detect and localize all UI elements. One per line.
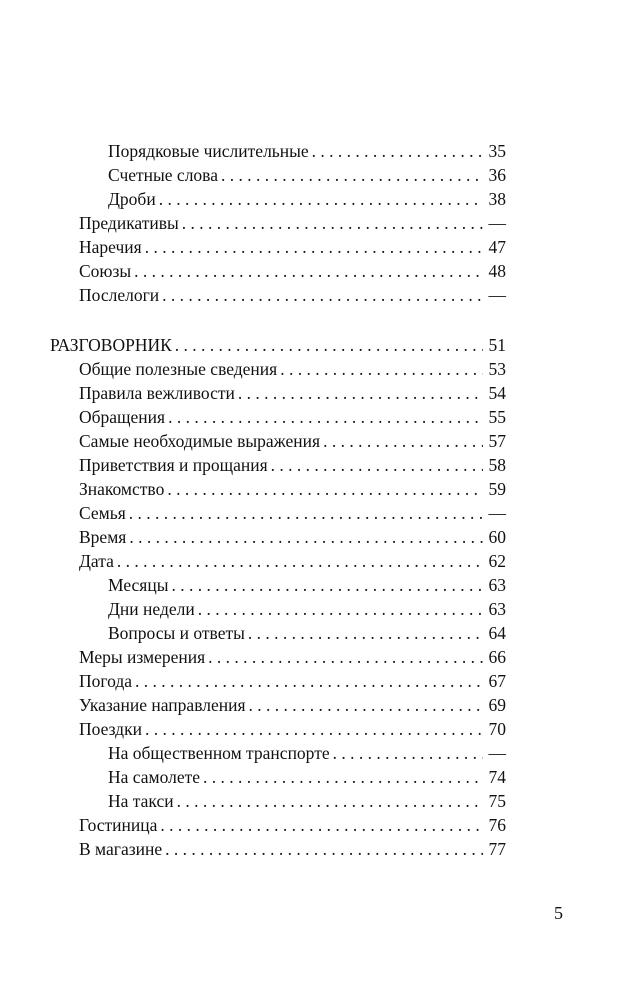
toc-entry-title: Союзы	[79, 261, 132, 281]
dot-leader	[248, 622, 483, 644]
toc-entry-title: На такси	[108, 791, 174, 811]
toc-entry-page: —	[488, 503, 506, 523]
toc-entry	[79, 258, 506, 282]
toc-entry-page: 62	[488, 551, 506, 571]
dot-leader	[145, 236, 483, 258]
toc-entry-title: В магазине	[79, 839, 163, 859]
dot-leader	[165, 838, 482, 860]
toc-entry-page: 75	[488, 791, 506, 811]
toc-entry-title: Дата	[79, 551, 114, 571]
dot-leader	[160, 814, 482, 836]
dot-leader	[168, 406, 482, 428]
toc-entry-title: Указание направления	[79, 695, 246, 715]
toc-entry-page: —	[488, 213, 506, 233]
toc-entry-page: 74	[488, 767, 506, 787]
toc-entry	[79, 234, 506, 258]
toc-entry-title: Предикативы	[79, 213, 179, 233]
toc-entry-page: 76	[488, 815, 506, 835]
toc-entry-page: 36	[488, 165, 506, 185]
toc-entry-title: Самые необходимые выражения	[79, 431, 321, 451]
dot-leader	[129, 502, 483, 524]
toc-entry-title: Время	[79, 527, 127, 547]
dot-leader	[198, 598, 483, 620]
toc-entry-page: 38	[488, 189, 506, 209]
dot-leader	[167, 478, 482, 500]
toc-entry	[108, 764, 506, 788]
toc-entry	[108, 620, 506, 644]
toc-entry-title: Семья	[79, 503, 126, 523]
toc-entry-title: Вопросы и ответы	[108, 623, 245, 643]
toc-entry-title: Послелоги	[79, 285, 160, 305]
toc-entry-title: Приветствия и прощания	[79, 455, 268, 475]
toc-entry-page: 63	[488, 599, 506, 619]
toc-entry	[79, 716, 506, 740]
dot-leader	[171, 574, 482, 596]
toc-entry-title: Обращения	[79, 407, 166, 427]
toc-entry	[79, 668, 506, 692]
toc-entry-page: 47	[488, 237, 506, 257]
toc-entry	[79, 282, 506, 306]
toc-entry	[79, 476, 506, 500]
toc-entry-page: —	[488, 285, 506, 305]
toc-entry-page: 60	[488, 527, 506, 547]
toc-entry-page: —	[488, 743, 506, 763]
toc-entry-page: 55	[488, 407, 506, 427]
toc-entry-page: 35	[488, 141, 506, 161]
toc-entry	[79, 812, 506, 836]
toc-entry-title: Порядковые числительные	[108, 141, 309, 161]
dot-leader	[249, 694, 483, 716]
dot-leader	[221, 164, 483, 186]
toc-entry-page: 70	[488, 719, 506, 739]
dot-leader	[175, 334, 483, 356]
dot-leader	[162, 284, 482, 306]
toc-entry-page: 54	[488, 383, 506, 403]
toc-entry-title: Месяцы	[108, 575, 169, 595]
dot-leader	[312, 140, 483, 162]
dot-leader	[280, 358, 482, 380]
toc-entry-title: Меры измерения	[79, 647, 206, 667]
toc-entry-title: Счетные слова	[108, 165, 218, 185]
toc-entry	[79, 452, 506, 476]
toc-entry-title: Погода	[79, 671, 133, 691]
toc-entry-page: 51	[488, 335, 506, 355]
toc-entry-page: 53	[488, 359, 506, 379]
toc-entry	[108, 138, 506, 162]
toc-entry	[108, 186, 506, 210]
dot-leader	[129, 526, 482, 548]
toc-entry	[79, 210, 506, 234]
toc-entry-page: 67	[488, 671, 506, 691]
toc-entry	[108, 162, 506, 186]
toc-entry	[79, 524, 506, 548]
dot-leader	[323, 430, 482, 452]
toc-entry-page: 69	[488, 695, 506, 715]
toc-entry-title: РАЗГОВОРНИК	[50, 335, 172, 355]
dot-leader	[208, 646, 482, 668]
toc-entry-page: 48	[488, 261, 506, 281]
page-number: 5	[554, 903, 563, 923]
dot-leader	[135, 670, 482, 692]
toc-entry-page: 57	[488, 431, 506, 451]
toc-entry-title: Знакомство	[79, 479, 165, 499]
toc-entry	[79, 380, 506, 404]
toc-entry-title: Поездки	[79, 719, 142, 739]
toc-entry-page: 59	[488, 479, 506, 499]
dot-leader	[182, 212, 483, 234]
dot-leader	[333, 742, 483, 764]
toc-entry	[79, 548, 506, 572]
dot-leader	[145, 718, 483, 740]
dot-leader	[177, 790, 483, 812]
toc-entry-title: Правила вежливости	[79, 383, 235, 403]
dot-leader	[159, 188, 483, 210]
dot-leader	[134, 260, 482, 282]
toc-entry-title: На самолете	[108, 767, 201, 787]
toc-entry-title: Дни недели	[108, 599, 195, 619]
toc-entry	[108, 572, 506, 596]
dot-leader	[117, 550, 483, 572]
toc-entry-title: Наречия	[79, 237, 142, 257]
toc-entry-title: Дроби	[108, 189, 156, 209]
toc-entry-page: 63	[488, 575, 506, 595]
dot-leader	[271, 454, 483, 476]
toc-entry-page: 66	[488, 647, 506, 667]
toc-entry-title: Гостиница	[79, 815, 158, 835]
toc-entry-page: 77	[488, 839, 506, 859]
toc-entry	[79, 836, 506, 860]
toc-entry-title: Общие полезные сведения	[79, 359, 278, 379]
toc-entry	[108, 596, 506, 620]
dot-leader	[238, 382, 483, 404]
dot-leader	[203, 766, 482, 788]
toc-entry	[79, 644, 506, 668]
toc-entry	[79, 500, 506, 524]
toc-entry-page: 64	[488, 623, 506, 643]
toc-entry	[79, 428, 506, 452]
toc-entry	[108, 788, 506, 812]
toc-entry	[108, 740, 506, 764]
toc-entry-page: 58	[488, 455, 506, 475]
toc-entry	[79, 404, 506, 428]
toc-entry	[79, 692, 506, 716]
toc-entry	[50, 332, 506, 356]
toc-entry-title: На общественном транспорте	[108, 743, 330, 763]
toc-entry	[79, 356, 506, 380]
